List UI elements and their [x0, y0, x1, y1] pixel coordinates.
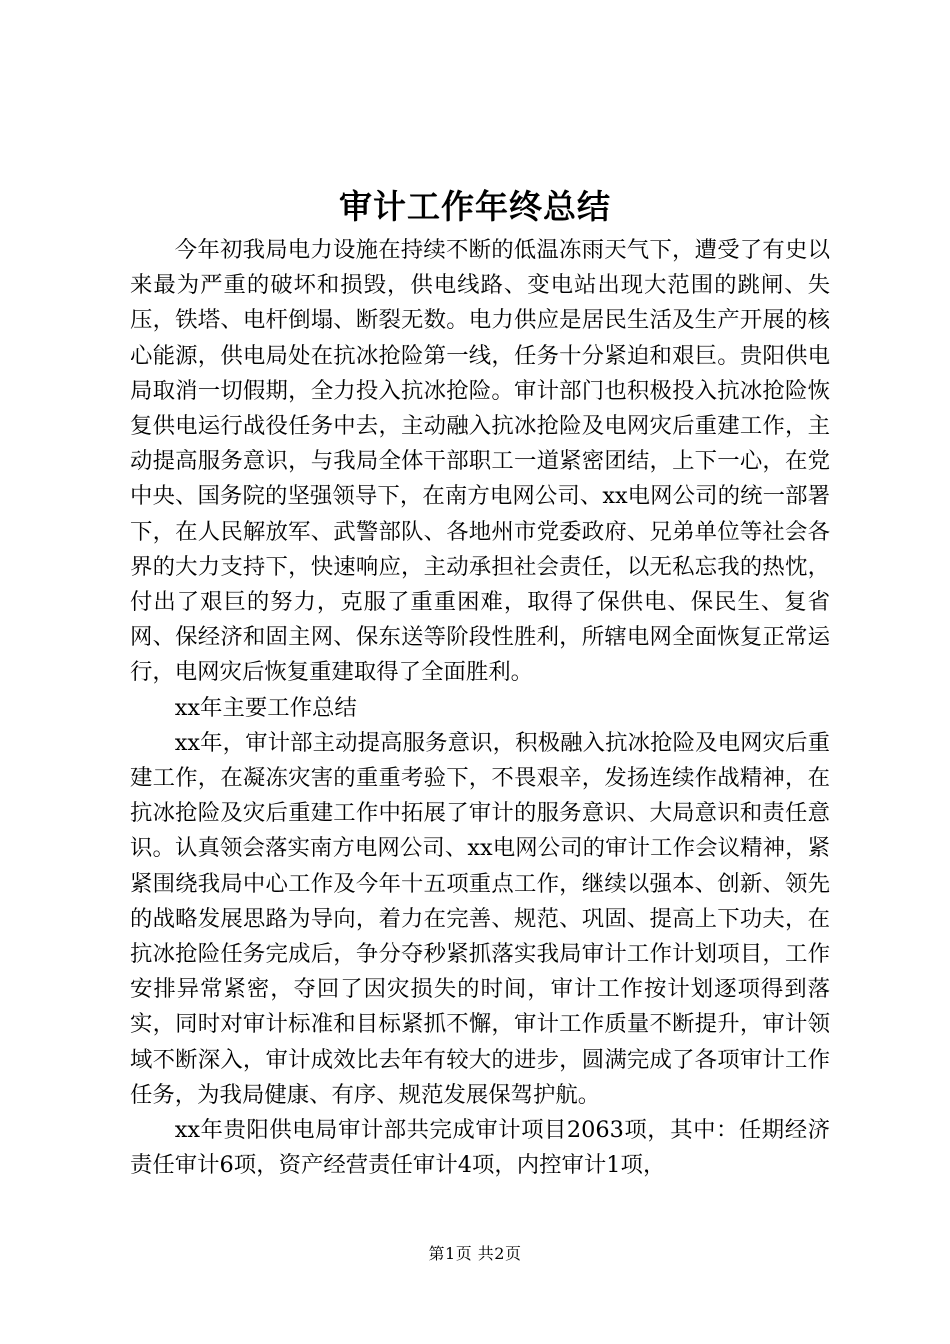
page-number-footer: 第1页 共2页 [428, 1244, 522, 1263]
section-heading-main-work: xx年主要工作总结 [174, 694, 357, 721]
body-paragraph-intro: 今年初我局电力设施在持续不断的低温冻雨天气下，遭受了有史以来最为严重的破坏和损毁，供电线路、变电站出现大范围的跳闸、失压，铁塔、电杆倒塌、断裂无数。电力供应是居民生活及生产开展的核心能源，供电局处在抗冰抢险第一线，任务十分紧迫和艰巨。贵阳供电局取消一切假期，全力投入抗冰抢险。审计部门也积极投入抗冰抢险恢复供电运行战役任务中去，主动融入抗冰抢险及电网灾后重建工作，主动提高服务意识，与我局全体干部职工一道紧密团结，上下一心，在党中央、国务院的坚强领导下，在南方电网公司、xx电网公司的统一部署下，在人民解放军、武警部队、各地州市党委政府、兄弟单位等社会各界的大力支持下，快速响应，主动承担社会责任，以无私忘我的热忱，付出了艰巨的努力，克服了重重困难，取得了保供电、保民生、复省网、保经济和固主网、保东送等阶段性胜利，所辖电网全面恢复正常运行，电网灾后恢复重建取得了全面胜利。 [130, 237, 830, 686]
document-title: 审计工作年终总结 [339, 187, 611, 226]
body-paragraph-audit-work: xx年，审计部主动提高服务意识，积极融入抗冰抢险及电网灾后重建工作，在凝冻灾害的重重考验下，不畏艰辛，发扬连续作战精神，在抗冰抢险及灾后重建工作中拓展了审计的服务意识、大局意识和责任意识。认真领会落实南方电网公司、xx电网公司的审计工作会议精神，紧紧围绕我局中心工作及今年十五项重点工作，继续以强本、创新、领先的战略发展思路为导向，着力在完善、规范、巩固、提高上下功夫，在抗冰抢险任务完成后，争分夺秒紧抓落实我局审计工作计划项目，工作安排异常紧密，夺回了因灾损失的时间，审计工作按计划逐项得到落实，同时对审计标准和目标紧抓不懈，审计工作质量不断提升，审计领域不断深入，审计成效比去年有较大的进步，圆满完成了各项审计工作任务，为我局健康、有序、规范发展保驾护航。 [130, 729, 830, 1108]
document-body [130, 233, 830, 1183]
body-paragraph-audit-projects: xx年贵阳供电局审计部共完成审计项目2063项，其中：任期经济责任审计6项，资产经营责任审计4项，内控审计1项， [130, 1117, 830, 1179]
